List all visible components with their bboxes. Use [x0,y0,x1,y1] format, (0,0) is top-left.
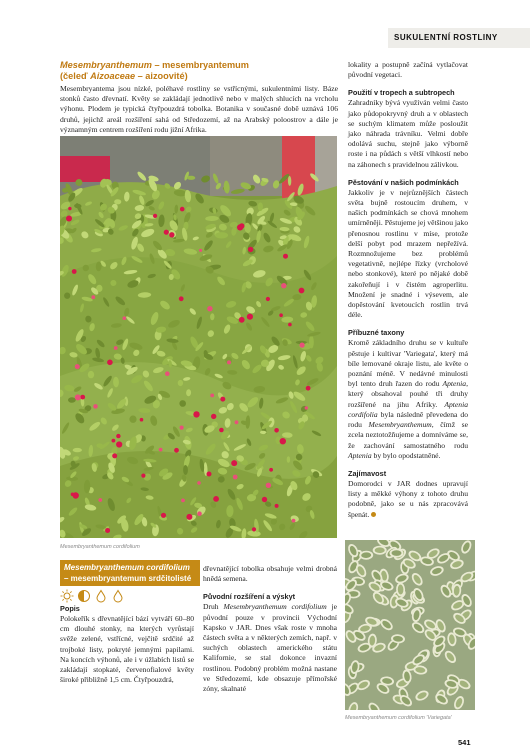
fun-fact-body: Domorodci v JAR dodnes upravují listy a měkké výhony z tohoto druhu podobně, jako se u nás zpracovává špenát. [348,478,468,519]
ice-plant-photo-illustration [60,136,337,538]
taxa-text-2: , který obsahoval pouhé tři druhy rozšířené na jihu Afriky. [348,379,468,409]
family-prefix: (čeleď [60,71,91,81]
fun-fact-heading: Zajímavost [348,468,387,478]
water-drop-icon [111,589,125,603]
sun-icon [60,589,74,603]
genus-czech: – mesembryantemum [151,60,249,70]
taxa-text-4: , čímž se zcela neztotožňujeme a domníváme se, že zachování samostatného rodu [348,420,468,450]
genus-heading [60,60,345,82]
origin-text [203,602,337,694]
page-number: 541 [458,738,471,747]
right-column [348,60,468,520]
species-latin: Mesembryanthemum cordifolium [64,563,190,572]
taxa-genus-mesembryanthemum: Mesembryanthemum [368,420,432,430]
variegata-photo-illustration [345,540,475,710]
species-title-box [60,560,200,586]
description-heading: Popis [60,604,80,613]
tropics-text: Zahradníky bývá využíván velmi často jako půdopokryvný druh a v oblastech se suchým klimatem může posloužit jako náhrada trávníku. Velmi dobře odolává suchu, stejně jako výborně roste i na půdách s větší vlhkostí nebo na záhonech s pravidelnou zálivkou. [348,98,468,169]
water-drop-icon [94,589,108,603]
taxa-genus-aptenia-2: Aptenia [348,450,372,460]
origin-text-start: Druh [203,602,224,612]
main-plant-photo [60,136,337,538]
related-taxa-text [348,338,468,460]
family-latin: Aizoaceae [90,71,136,81]
description-text: Polokeřík s dřevnatějící bází vytváří 60–80 cm dlouhé stonky, na kterých vyrůstají svěže zelené, vstřícné, vejčitě srdčité až trojboké listy, pokryté jemnými papilami. Na koncích výhonů, ale i v úžlabích listů se zakládají stopkaté, červenofialové květy široké přibližně 1,5 cm. Čtyřpouzdrá, [60,614,194,685]
care-icons [60,589,125,603]
taxa-text-1: Kromě základního druhu se v kultuře pěstuje i kultivar 'Variegata', který má bíle lemované okraje listu, ale květe o poznání méně. V nedávné minulosti byl tento druh řazen do rodu [348,338,468,389]
taxa-text-3: byla následně převedena do rodu [348,409,468,430]
variegata-photo [345,540,475,710]
origin-column [203,564,337,694]
end-of-article-dot [371,512,376,517]
taxa-genus-aptenia: Aptenia [442,379,467,389]
cultivation-heading: Pěstování v našich podmínkách [348,177,459,187]
origin-heading: Původní rozšíření a výskyt [203,592,296,602]
origin-continuation: lokality a postupně začíná vytlačovat původní vegetaci. [348,60,468,80]
main-photo-caption: Mesembryanthemum cordifolium [60,544,140,550]
genus-intro-text: Mesembryantema jsou nízké, poléhavé rostliny se vstřícnými, sukulentními listy. Báze stonků často dřevnatí. Květy se zakládají jednotlivě nebo v malých shlucích na vrcholu výhonu. Plodem je typická čtyřpouzdrá tobolka. Botanika v současné době uznává 106 druhů, jejichž areál rozšíření sahá od Středozemí, až na Arabský poloostrov a dále je významným centrem rozšíření rodu jižní Afrika. [60,84,338,134]
cultivation-text: Jakkoliv je v nejrůznějších částech světa bujně rostoucím druhem, v našich podmínkách se chová mnohem umírněněji. Pěstujeme jej většinou jako přenosnou rostlinu v míse, protože delší pobyt pod mrazem nepřežívá. Rozmnožujeme bez problémů vegetativně, nejlépe řízky (vrcholové nebo stonkové), které po nějaké době zakořeňují i v čistém agroperlitu. Množení je snadné i výsevem, ale dopěstování kvetoucích rostlin trvá déle. [348,187,468,320]
genus-latin: Mesembryanthemum [60,60,152,70]
related-taxa-heading: Příbuzné taxony [348,328,405,338]
species-czech: – mesembryantemum srdčitolisté [64,574,192,583]
fun-fact-text [348,479,468,520]
description-continuation: dřevnatějící tobolka obsahuje velmi drobná hnědá semena. [203,564,337,584]
origin-text-end: je původní pouze v provincii Východní Kapsko v JAR. Dnes však roste v mnoha částech světa a v některých zemích, např. v suchých oblastech amerického státu Kalifornie, se stal dokonce invazní rostlinou. Podobný problém možná nastane ve Středozemí, kde obsazuje přímořské zóny, skalnaté [203,602,337,694]
origin-species-latin: Mesembryanthemum cordifolium [223,602,327,612]
description-column [60,604,194,685]
taxa-species-aptenia: Aptenia cordifolia [348,399,468,419]
tropics-heading: Použití v tropech a subtropech [348,88,455,98]
variegata-photo-caption: Mesembryanthemum cordifolium 'Variegata' [345,715,452,721]
family-suffix: – aizoovité) [135,71,188,81]
half-sun-icon [77,589,91,603]
running-head: SUKULENTNÍ ROSTLINY [394,33,498,42]
taxa-text-5: by bylo opodstatněné. [371,450,441,460]
